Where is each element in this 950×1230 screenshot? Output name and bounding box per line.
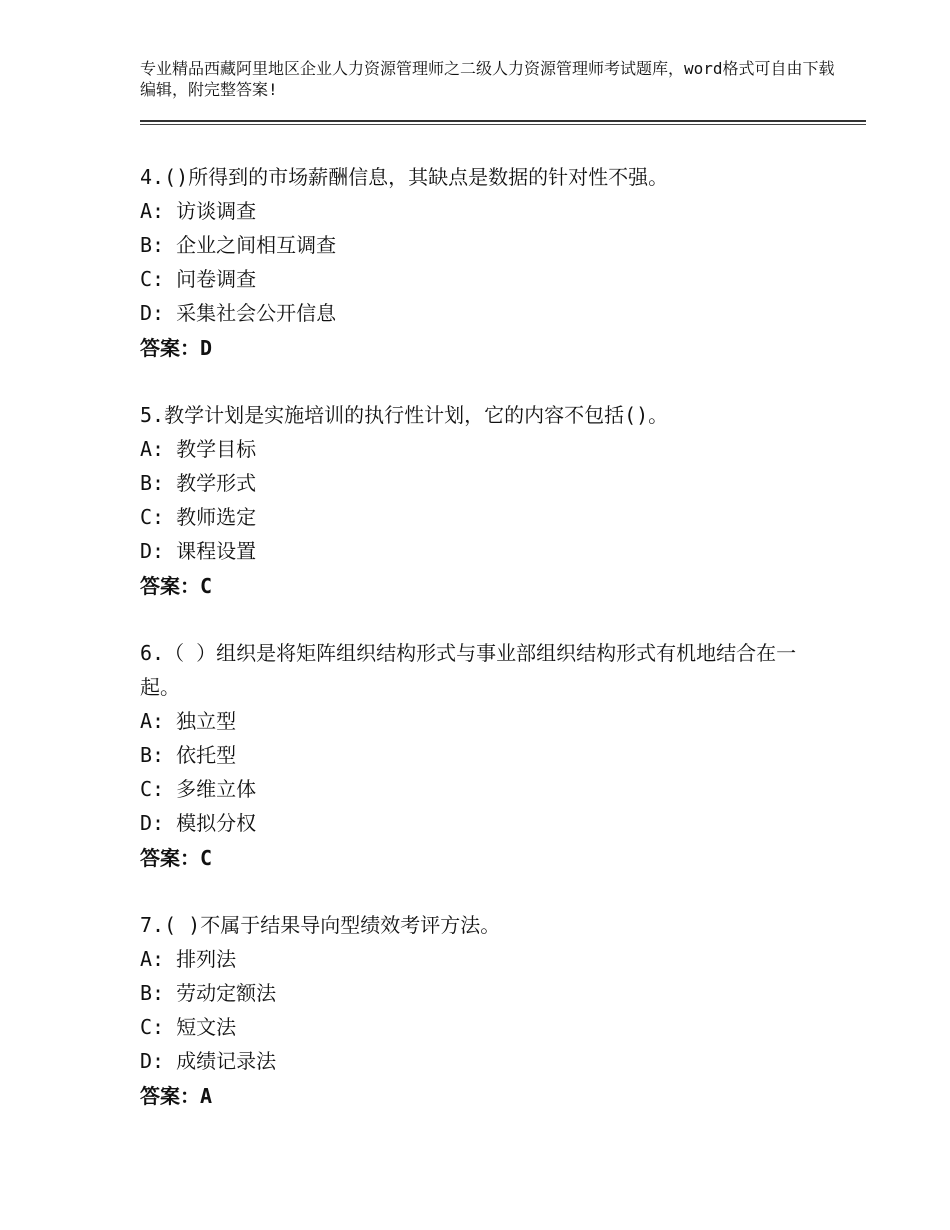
option-d [140, 806, 820, 840]
question-stem: 5.教学计划是实施培训的执行性计划，它的内容不包括()。 [140, 403, 669, 427]
question-6 [140, 636, 820, 876]
option-letter: C: [140, 777, 165, 801]
option-b [140, 228, 820, 262]
option-text: 教学形式 [164, 471, 257, 495]
option-a [140, 194, 820, 228]
option-letter: C: [140, 267, 165, 291]
option-c [140, 772, 820, 806]
option-text: 独立型 [164, 709, 237, 733]
option-text: 企业之间相互调查 [164, 233, 337, 257]
answer: 答案：C [140, 574, 213, 598]
answer: 答案：D [140, 336, 213, 360]
question-stem: 6.（ ）组织是将矩阵组织结构形式与事业部组织结构形式有机地结合在一起。 [140, 641, 797, 699]
option-letter: A: [140, 947, 165, 971]
option-text: 劳动定额法 [164, 981, 277, 1005]
option-text: 成绩记录法 [164, 1049, 277, 1073]
option-text: 课程设置 [164, 539, 257, 563]
option-c [140, 262, 820, 296]
question-stem: 4.()所得到的市场薪酬信息，其缺点是数据的针对性不强。 [140, 165, 669, 189]
question-7 [140, 908, 820, 1114]
option-letter: D: [140, 1049, 165, 1073]
option-a [140, 432, 820, 466]
option-letter: B: [140, 233, 165, 257]
option-letter: B: [140, 471, 165, 495]
option-text: 短文法 [164, 1015, 237, 1039]
option-letter: D: [140, 811, 165, 835]
option-letter: D: [140, 539, 165, 563]
document-header: 专业精品西藏阿里地区企业人力资源管理师之二级人力资源管理师考试题库，word格式可自由下载编辑，附完整答案! [140, 59, 835, 99]
question-5 [140, 398, 820, 604]
option-letter: C: [140, 1015, 165, 1039]
answer: 答案：A [140, 1084, 213, 1108]
option-d [140, 1044, 820, 1078]
header-divider [140, 120, 866, 122]
option-letter: B: [140, 743, 165, 767]
question-stem: 7.( )不属于结果导向型绩效考评方法。 [140, 913, 501, 937]
option-c [140, 1010, 820, 1044]
option-b [140, 976, 820, 1010]
header-divider-thin [140, 124, 866, 125]
option-text: 排列法 [164, 947, 237, 971]
option-b [140, 738, 820, 772]
option-text: 问卷调查 [164, 267, 257, 291]
option-text: 采集社会公开信息 [164, 301, 337, 325]
option-text: 依托型 [164, 743, 237, 767]
option-text: 多维立体 [164, 777, 257, 801]
option-text: 教学目标 [164, 437, 257, 461]
option-letter: D: [140, 301, 165, 325]
option-a [140, 942, 820, 976]
option-b [140, 466, 820, 500]
option-d [140, 296, 820, 330]
option-text: 模拟分权 [164, 811, 257, 835]
option-letter: C: [140, 505, 165, 529]
question-4 [140, 160, 820, 366]
answer: 答案：C [140, 846, 213, 870]
question-list [140, 160, 820, 1146]
option-d [140, 534, 820, 568]
option-a [140, 704, 820, 738]
option-letter: B: [140, 981, 165, 1005]
option-text: 访谈调查 [164, 199, 257, 223]
option-text: 教师选定 [164, 505, 257, 529]
option-letter: A: [140, 437, 165, 461]
option-letter: A: [140, 709, 165, 733]
option-letter: A: [140, 199, 165, 223]
option-c [140, 500, 820, 534]
